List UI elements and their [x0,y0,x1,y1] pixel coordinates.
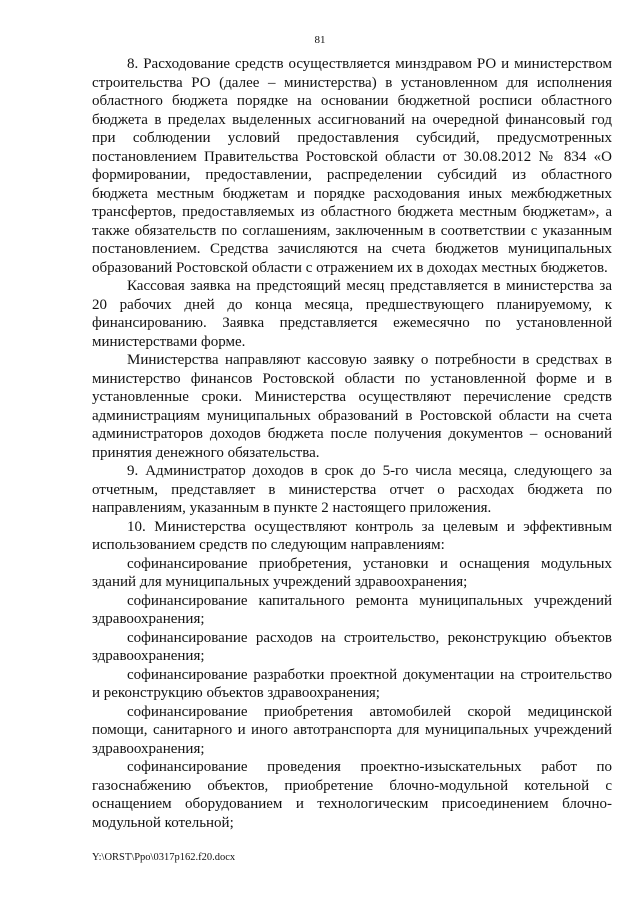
paragraph-cash-request: Кассовая заявка на предстоящий месяц представляется в министерства за 20 рабочих дней до конца месяца, предшествующего планируемому, к финансированию. Заявка представляется ежемесячно по установленной министерствами форме. [92,278,612,350]
list-item: софинансирование приобретения, установки и оснащения модульных зданий для муниципальных учреждений здравоохранения; [92,555,612,590]
footer-file-path: Y:\ORST\Ppo\0317p162.f20.docx [92,852,236,863]
paragraph-9: 9. Администратор доходов в срок до 5-го числа месяца, следующего за отчетным, представляет в министерства отчет о расходах бюджета по направлениям, указанным в пункте 2 настоящего приложения. [92,463,612,516]
paragraph-8: 8. Расходование средств осуществляется минздравом РО и министерством строительства РО (далее – министерства) в установленном для исполнения областного бюджета порядке на основании бюджетной росписи областного бюджета в пределах выделенных ассигнований на очередной финансовый год при соблюдении условий предоставления субсидий, предусмотренных постановлением Правительства Ростовской области от 30.08.2012 № 834 «О формировании, предоставлении, распределении субсидий из областного бюджета местным бюджетам и порядке расходования иных межбюджетных трансфертов, предоставляемых из областного бюджета местным бюджетам», а также обязательств по соглашениям, заключенным в соответствии с указанным постановлением. Средства зачисляются на счета бюджетов муниципальных образований Ростовской области с отражением их в доходах местных бюджетов. [92,56,612,276]
list-item: софинансирование проведения проектно-изыскательных работ по газоснабжению объектов, приобретение блочно-модульной котельной с оснащением оборудованием и технологическим присоединением блочно-модульной котельной; [92,759,612,831]
paragraph-10: 10. Министерства осуществляют контроль за целевым и эффективным использованием средств по следующим направлениям: [92,518,612,553]
list-item: софинансирование расходов на строительство, реконструкцию объектов здравоохранения; [92,629,612,664]
paragraph-ministries-transfer: Министерства направляют кассовую заявку о потребности в средствах в министерство финансов Ростовской области по установленной форме и в установленные сроки. Министерства осуществляют перечисление средств администрациям муниципальных образований в Ростовской области на счета администраторов доходов бюджета после получения документов – оснований принятия денежного обязательства. [92,352,612,461]
list-item: софинансирование разработки проектной документации на строительство и реконструкцию объектов здравоохранения; [92,666,612,701]
page-number: 81 [314,34,326,46]
document-body [92,55,612,832]
list-item: софинансирование приобретения автомобилей скорой медицинской помощи, санитарного и иного автотранспорта для муниципальных учреждений здравоохранения; [92,703,612,757]
list-item: софинансирование капитального ремонта муниципальных учреждений здравоохранения; [92,592,612,627]
